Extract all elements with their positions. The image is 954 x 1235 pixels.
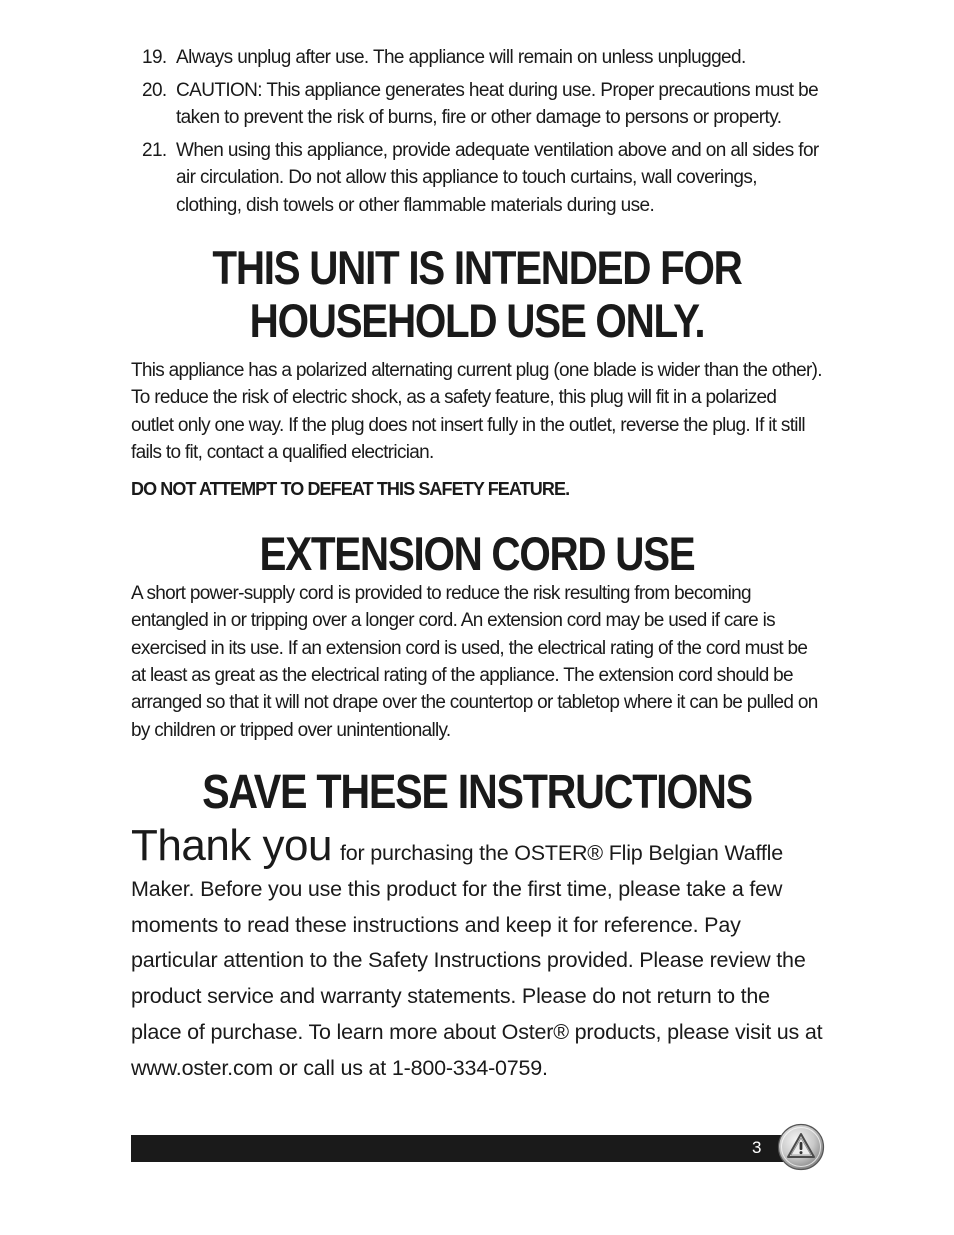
page-number: 3 [752, 1138, 762, 1157]
list-item [131, 44, 823, 72]
list-item-text: CAUTION: This appliance generates heat during use. Proper precautions must be taken to prevent the risk of burns, fire or other damage to persons or property. [176, 79, 819, 128]
save-instructions-heading: SAVE THESE INSTRUCTIONS [202, 765, 752, 819]
extension-cord-heading: EXTENSION CORD USE [259, 527, 695, 581]
polarized-plug-paragraph: This appliance has a polarized alternating current plug (one blade is wider than the other). To reduce the risk of electric shock, as a safety feature, this plug will fit in a polarized outlet only one way. If the plug does not insert fully in the outlet, reverse the plug. If it still fails to fit, contact a qualified electrician. [131, 360, 822, 463]
safety-list [131, 44, 823, 219]
list-item-number: 19. [142, 47, 167, 68]
household-heading-line2: HOUSEHOLD USE ONLY. [249, 294, 705, 347]
list-item-number: 20. [142, 79, 167, 101]
thank-you-paragraph [131, 820, 823, 1087]
extension-cord-paragraph: A short power-supply cord is provided to reduce the risk resulting from becoming entangled in or tripping over a longer cord. An extension cord may be used if care is exercised in its use. If an extension cord is used, the electrical rating of the cord must be at least as great as the electrical rating of the appliance. The extension cord should be arranged so that it will not drape over the countertop or tabletop where it can be pulled on by children or tripped over unintentionally. [131, 583, 818, 741]
list-item-number: 21. [142, 139, 167, 161]
page-content [131, 44, 823, 1087]
household-heading [179, 241, 774, 347]
footer-bar [131, 1135, 804, 1162]
list-item-text: When using this appliance, provide adequate ventilation above and on all sides for air circulation. Do not allow this appliance to touch curtains, wall coverings, clothing, dish towels or other flammable materials during use. [176, 139, 819, 216]
list-item [131, 77, 823, 132]
list-item-text: Always unplug after use. The appliance will remain on unless unplugged. [176, 47, 746, 68]
thank-you-body: for purchasing the OSTER® Flip Belgian Waffle Maker. Before you use this product for the first time, please take a few moments to read these instructions and keep it for reference. Pay particular attention to the Safety Instructions provided. Please review the product service and warranty statements. Please do not return to the place of purchase. To learn more about Oster® products, please visit us at www.oster.com or call us at 1-800-334-0759. [131, 840, 823, 1080]
household-heading-line1: THIS UNIT IS INTENDED FOR [212, 241, 742, 294]
thank-you-lead: Thank you [131, 820, 332, 870]
list-item [131, 137, 823, 220]
warning-triangle-icon [777, 1123, 825, 1171]
safety-warning: DO NOT ATTEMPT TO DEFEAT THIS SAFETY FEATURE. [131, 479, 570, 500]
